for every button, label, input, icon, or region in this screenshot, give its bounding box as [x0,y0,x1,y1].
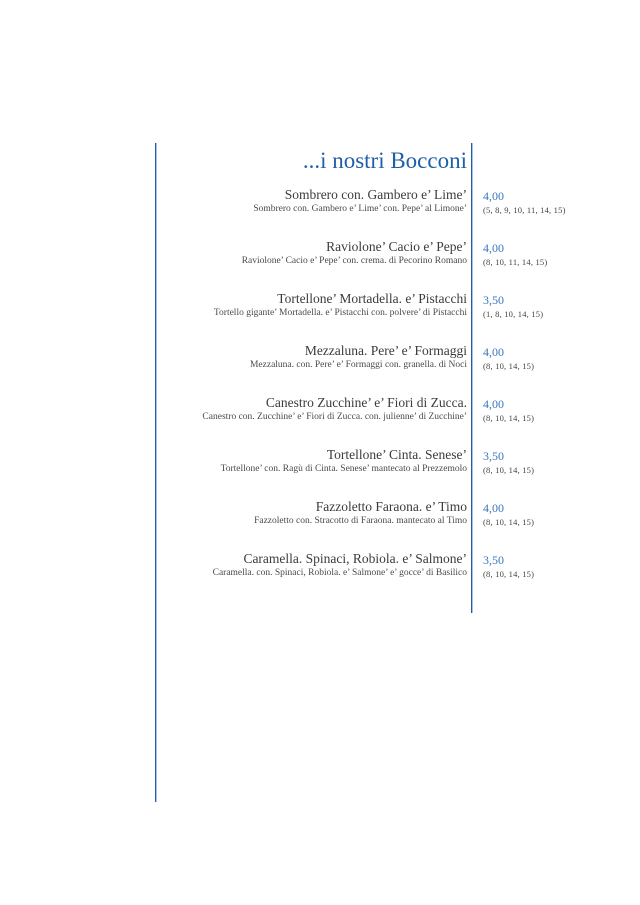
item-allergens: (8, 10, 14, 15) [483,569,535,579]
item-description: Mezzaluna. con. Pere’ e’ Formaggi con. granella. di Noci [249,360,467,370]
item-price: 4,00 [483,345,504,359]
item-name: Raviolone’ Cacio e’ Pepe’ [326,239,467,254]
item-description: Canestro con. Zucchine’ e’ Fiori di Zucca. con. julienne’ di Zucchine’ [202,412,467,422]
item-price: 3,50 [483,449,504,463]
page-title: ...i nostri Bocconi [302,148,467,173]
item-price: 3,50 [483,553,504,567]
item-name: Mezzaluna. Pere’ e’ Formaggi [304,343,467,358]
menu-item [157,291,627,319]
item-price: 4,00 [483,501,504,515]
item-description: Tortellone’ con. Ragù di Cinta. Senese’ mantecato al Prezzemolo [220,464,467,474]
menu-content [157,147,627,603]
item-allergens: (8, 10, 14, 15) [483,517,535,527]
menu-item [157,395,627,423]
item-allergens: (8, 10, 14, 15) [483,413,535,423]
menu-item [157,343,627,371]
item-allergens: (8, 10, 11, 14, 15) [483,257,548,267]
item-description: Fazzoletto con. Stracotto di Faraona. mantecato al Timo [254,516,467,526]
item-allergens: (1, 8, 10, 14, 15) [483,309,544,319]
item-price: 4,00 [483,397,504,411]
item-name: Tortellone’ Mortadella. e’ Pistacchi [277,291,467,306]
item-description: Sombrero con. Gambero e’ Lime’ con. Pepe’ al Limone’ [253,204,467,214]
item-allergens: (5, 8, 9, 10, 11, 14, 15) [483,205,566,215]
menu-item [157,187,627,215]
item-name: Caramella. Spinaci, Robiola. e’ Salmone’ [243,551,467,566]
item-name: Tortellone’ Cinta. Senese’ [326,447,467,462]
menu-item [157,447,627,475]
item-name: Sombrero con. Gambero e’ Lime’ [284,187,467,202]
item-price: 4,00 [483,189,504,203]
item-description: Caramella. con. Spinaci, Robiola. e’ Salmone’ e’ gocce’ di Basilico [212,568,467,578]
item-allergens: (8, 10, 14, 15) [483,465,535,475]
menu-item [157,239,627,267]
item-description: Tortello gigante’ Mortadella. e’ Pistacchi con. polvere’ di Pistacchi [213,308,467,318]
menu-item [157,499,627,527]
item-price: 4,00 [483,241,504,255]
menu-item [157,551,627,579]
item-allergens: (8, 10, 14, 15) [483,361,535,371]
item-price: 3,50 [483,293,504,307]
item-name: Fazzoletto Faraona. e’ Timo [315,499,467,514]
title-row [157,147,627,174]
item-name: Canestro Zucchine’ e’ Fiori di Zucca. [265,395,467,410]
item-description: Raviolone’ Cacio e’ Pepe’ con. crema. di Pecorino Romano [241,256,467,266]
